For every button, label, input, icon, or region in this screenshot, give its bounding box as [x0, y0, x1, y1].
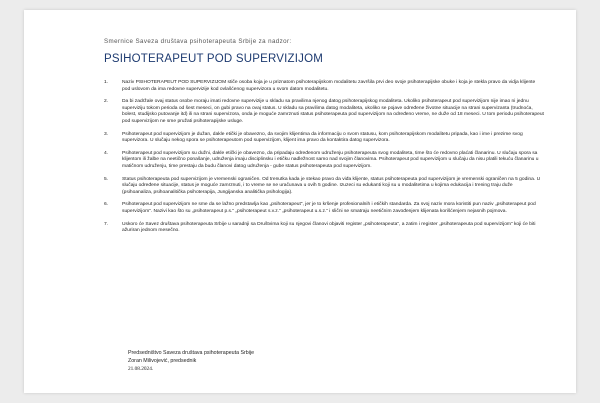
- signer-name: Zoran Milivojević, predsednik: [128, 358, 197, 364]
- paragraph-text: Status psihoterapeuta pod supervizijom je vremenski ograničen. Od trenutka kada je stekao pravo da viđa klijente, status psihoterapeuta pod supervizijom je vremenski ograničen na 5 godina. U slučaju određene situacije, status je moguće zamrznuti, i to vreme se ne uračunava u ovih 5 godine. Izuzeci su edukanti koji su u modalitetima u kojima edukacija i trening traju duže (psihoanaliza, psihoanalitička psihoterapija, Jungijanska analitička psihologija).: [122, 176, 541, 195]
- organization-name: Predsedništvo Saveza društava psihoterapeuta Srbije: [128, 350, 255, 356]
- paragraph-number: 1.: [104, 80, 109, 85]
- paragraph: [104, 222, 544, 235]
- paragraph-number: 5.: [104, 176, 109, 182]
- paragraph: [104, 80, 544, 93]
- document-page: [24, 10, 576, 393]
- paragraph-text: Psihoterapeut pod supervizijom su dužni, dakle etički je obavezno, da pripadaju određenom udruženju psihoterapeuta svog modaliteta, time što će redovno plaćati članarinu. U slučaju spora sa klijentom ili žalbe na neetično ponašanje, udruženja imaju disciplinsku i etičku nadležnost samo nad svojim članovima. Psihoterapeut pod supervizijom u slučaju da nisu platili tekuću članarinu u matičnom udruženju, time prestaju da budu članovi datog udruženja - gube status psihoterapeuta pod supervizijom.: [122, 150, 539, 169]
- paragraph: [104, 99, 544, 125]
- paragraph-text: Psihoterapeut pod supervizijom ne sme da se lažno predstavlja kao „psihoterapeut“, jer je to kršenje profesionalnih i etičkih standarda. Za svoj naziv mora koristiti pun naziv „psihoterapeut pod supervizijom“. Nazivi kao što su „psihoterapeut p.s.“ „psihoterapeut s.v.z.“ „psihoterapeut u.s.z.“ i slični se smatraju neetičnim zavođenjem klijenata korišćenjem nejasnih pojmova.: [122, 202, 536, 214]
- paragraph-text: Psihoterapeut pod supervizijom je dužan, dakle etički je obavezno, da svojim klijentima da informaciju o svom statusu, kom psihoterapijskom modalitetu pripada, kao i ime i prezime svog supervizora. U slučaju nekog spora se psihoterapeutom pod supervizijom, klijent ima pravo da kontaktira datog supervizora.: [122, 131, 523, 144]
- paragraph-text: Da bi zadržale ovaj status osobe moraju imati redovne supervizije u skladu sa pravilima njenog datog psihoterapijskog modaliteta. Ukoliko psihoterapeut pod supervizijom nije imao ni jednu superviziju tokom perioda od šest meseci, on gubi pravo na ovaj status. U skladu sa pravilima datog modaliteta, ukoliko se pojave određene životne situacije na strani supervizanta (trudnoća, bolest, studijsko putovanje itd) ili na strani supervizora, onda je moguće zamrznuti status psihoterapeuta pod supervizijom na određeno vreme, ne duže od 18 meseci. U tom periodu psihoterapeut pod supervizijom ne sme pružati psihoterapijske usluge.: [122, 99, 544, 124]
- paragraph-number: 6.: [104, 202, 109, 208]
- document-header: Smernice Saveza društava psihoterapeuta Srbije za nadzor:: [104, 38, 292, 45]
- paragraph-text: Uskoro će Savez društava psihoterapeuta Srbije u saradnji sa Društvima koji su njegovi članovi objaviti register „psihoterapeuta“, a zatim i register „psihoterapeuta pod supervizijom“ koji će biti ažuriran jednom mesečno.: [122, 221, 536, 234]
- document-date: 21.08.2024.: [128, 366, 154, 372]
- document-body: [104, 80, 544, 241]
- paragraph: [104, 132, 544, 145]
- paragraph: [104, 177, 544, 197]
- document-title: PSIHOTERAPEUT POD SUPERVIZIJOM: [104, 53, 324, 65]
- paragraph-number: 2.: [104, 99, 109, 105]
- paragraph: [104, 151, 544, 171]
- paragraph-number: 4.: [104, 150, 109, 156]
- paragraph-number: 7.: [104, 221, 109, 227]
- signature-block: [128, 349, 254, 373]
- paragraph-text: Naziv PSIHOTERAPEUT POD SUPERVIZIJOM stiče osoba koja je u priznatom psihoterapijskom modalitetu završila prvi deo svoje psihoterapijske obuke i koja je stekla pravo da vidja klijente pod uslovom da ima redovne supervizije kod ovlašćenog supervizora u svom datom modalitetu.: [122, 80, 536, 92]
- paragraph: [104, 202, 544, 215]
- paragraph-number: 3.: [104, 131, 109, 137]
